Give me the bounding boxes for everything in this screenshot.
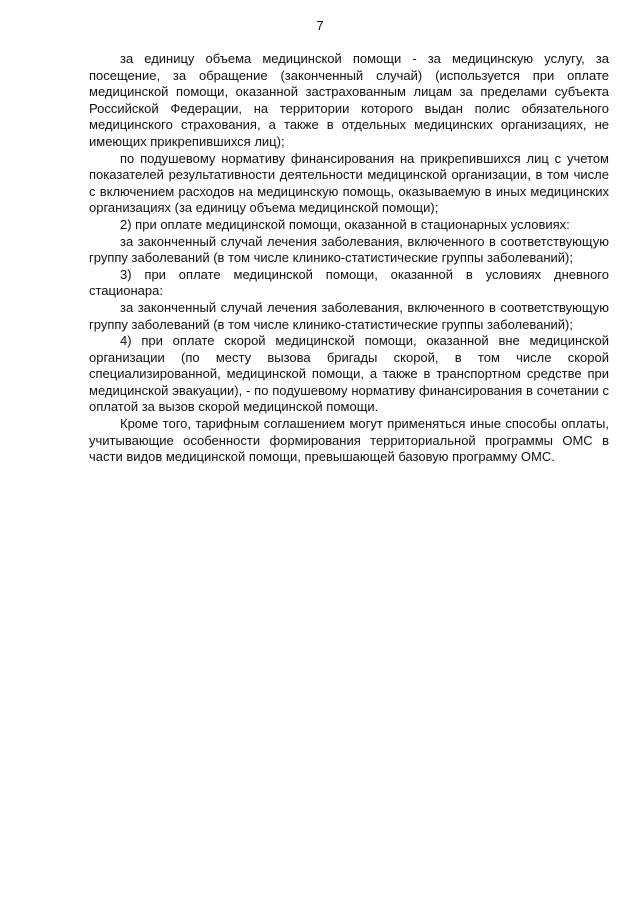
paragraph-per-unit-volume: за единицу объема медицинской помощи - за медицинскую услугу, за посещение, за обращение (законченный случай) (используется при оплате медицинской помощи, оказанной застрахованным лицам за пределами субъекта Российской Федерации, на территории которого выдан полис обязательного медицинского страхования, а также в отдельных медицинских организациях, не имеющих прикрепившихся лиц); (89, 51, 609, 149)
page-number: 7 (316, 18, 324, 33)
document-body (89, 51, 609, 466)
paragraph-day-hospital-heading: 3) при оплате медицинской помощи, оказанной в условиях дневного стационара: (89, 266, 609, 299)
paragraph-emergency-care: 4) при оплате скорой медицинской помощи, оказанной вне медицинской организации (по месту вызова бригады скорой, в том числе скорой специализированной, медицинской помощи, а также в транспортном средстве при медицинской эвакуации), - по подушевому нормативу финансирования в сочетании с оплатой за вызов скорой медицинской помощи. (89, 333, 609, 415)
paragraph-day-hospital-case: за законченный случай лечения заболевания, включенного в соответствующую группу заболеваний (в том числе клинико-статистические группы заболеваний); (89, 299, 609, 332)
paragraph-other-methods: Кроме того, тарифным соглашением могут применяться иные способы оплаты, учитывающие особенности формирования территориальной программы ОМС в части видов медицинской помощи, превышающей базовую программу ОМС. (89, 416, 609, 465)
paragraph-inpatient-heading: 2) при оплате медицинской помощи, оказанной в стационарных условиях: (120, 216, 570, 232)
paragraph-inpatient-case: за законченный случай лечения заболевания, включенного в соответствующую группу заболеваний (в том числе клинико-статистические группы заболеваний); (89, 233, 609, 266)
paragraph-per-capita-standard: по подушевому нормативу финансирования на прикрепившихся лиц с учетом показателей результативности деятельности медицинской организации, в том числе с включением расходов на медицинскую помощь, оказываемую в иных медицинских организациях (за единицу объема медицинской помощи); (89, 150, 609, 216)
